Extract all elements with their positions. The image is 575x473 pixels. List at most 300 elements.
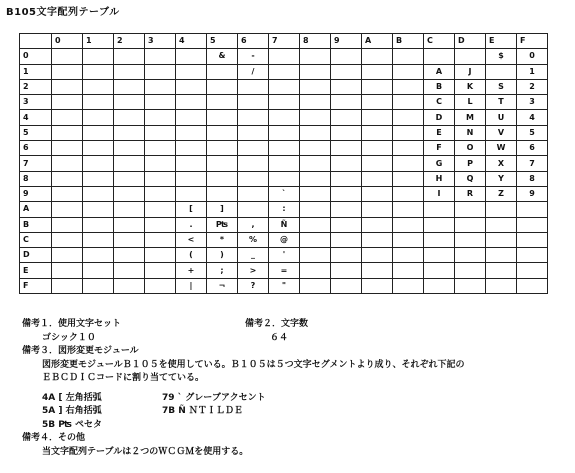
table-cell [300,64,331,79]
table-cell [362,248,393,263]
table-cell [300,95,331,110]
table-cell: V [486,125,517,140]
table-cell [238,125,269,140]
table-cell [176,79,207,94]
column-header: 4 [176,34,207,49]
table-cell [393,263,424,278]
table-cell [424,263,455,278]
table-row [20,95,548,110]
table-cell: 3 [517,95,548,110]
table-cell [83,64,114,79]
table-cell [145,248,176,263]
note-1-line [22,318,567,332]
table-cell [52,263,83,278]
table-cell [362,141,393,156]
table-cell: Z [486,186,517,201]
table-cell: ? [238,278,269,293]
table-cell: ' [269,248,300,263]
table-cell [238,79,269,94]
code-line-2 [22,405,567,419]
table-cell [269,49,300,64]
table-cell [83,49,114,64]
table-row [20,248,548,263]
table-cell: X [486,156,517,171]
table-cell [83,278,114,293]
table-cell [83,141,114,156]
code-right-2: 7B Ñ ＮＴＩＬＤＥ [162,406,243,416]
note-2-label: 備考２．文字数 [245,319,309,329]
row-header: 8 [20,171,52,186]
table-row [20,49,548,64]
code-left-1: 4A [ 左角括弧 [42,392,102,403]
table-cell: C [424,95,455,110]
table-cell [331,110,362,125]
table-cell [114,79,145,94]
column-header: 0 [52,34,83,49]
column-header: E [486,34,517,49]
table-cell [114,202,145,217]
table-cell: ] [207,202,238,217]
table-cell [238,202,269,217]
table-cell [145,186,176,201]
table-row [20,217,548,232]
table-cell [145,278,176,293]
table-cell: [ [176,202,207,217]
note-2-value: ６４ [270,332,289,343]
table-cell [145,141,176,156]
table-row [20,156,548,171]
table-cell: 5 [517,125,548,140]
table-cell [145,263,176,278]
table-cell [331,49,362,64]
table-cell: P [455,156,486,171]
table-cell [145,95,176,110]
table-cell [486,248,517,263]
table-cell [176,186,207,201]
table-cell [52,110,83,125]
table-cell: ; [207,263,238,278]
table-header-row [20,34,548,49]
table-cell: H [424,171,455,186]
code-line-1 [22,392,567,406]
table-cell [114,278,145,293]
table-cell [52,79,83,94]
table-row [20,171,548,186]
table-cell [83,202,114,217]
table-cell [362,110,393,125]
table-cell [52,217,83,232]
table-cell: 7 [517,156,548,171]
table-cell [362,171,393,186]
table-cell: ¬ [207,278,238,293]
table-cell [455,232,486,247]
table-cell [114,186,145,201]
table-cell [362,217,393,232]
table-cell [176,64,207,79]
table-cell [176,95,207,110]
table-cell [207,125,238,140]
table-cell: _ [238,248,269,263]
column-header: A [362,34,393,49]
table-cell [362,125,393,140]
row-header: D [20,248,52,263]
table-cell [393,217,424,232]
table-cell [486,278,517,293]
table-cell [517,248,548,263]
table-cell [362,79,393,94]
row-header: 1 [20,64,52,79]
table-cell: ₧ [207,217,238,232]
table-cell [114,110,145,125]
table-cell [176,141,207,156]
table-cell: S [486,79,517,94]
table-cell: K [455,79,486,94]
table-cell [52,49,83,64]
table-cell [269,79,300,94]
table-cell [424,202,455,217]
table-cell [300,217,331,232]
column-header: F [517,34,548,49]
table-cell [176,171,207,186]
table-cell [238,95,269,110]
table-cell [114,263,145,278]
table-cell [300,49,331,64]
table-row [20,110,548,125]
column-header: C [424,34,455,49]
table-cell [331,248,362,263]
table-cell [393,278,424,293]
code-left-2: 5A ] 右角括弧 [42,406,102,416]
table-cell [331,64,362,79]
note-4-label-line [22,432,567,446]
notes-section [22,318,567,459]
row-header: 9 [20,186,52,201]
table-cell: + [176,263,207,278]
table-cell [362,64,393,79]
table-cell [145,64,176,79]
table-cell [52,232,83,247]
table-cell: < [176,232,207,247]
table-cell [455,263,486,278]
table-cell [300,202,331,217]
table-cell [114,156,145,171]
column-header: 1 [83,34,114,49]
table-cell: = [269,263,300,278]
table-cell [269,110,300,125]
table-cell [331,278,362,293]
table-cell [455,278,486,293]
table-cell [393,79,424,94]
note-3-text-line-2 [22,372,567,386]
row-header: C [20,232,52,247]
table-cell [207,186,238,201]
table-cell [517,217,548,232]
table-cell [238,156,269,171]
table-cell [300,232,331,247]
table-cell [486,64,517,79]
table-cell [269,64,300,79]
table-cell [176,156,207,171]
table-cell [207,141,238,156]
column-header: 2 [114,34,145,49]
table-cell [455,217,486,232]
table-cell [52,95,83,110]
table-corner-cell [20,34,52,49]
table-cell: " [269,278,300,293]
table-cell [238,186,269,201]
table-row [20,202,548,217]
table-cell [176,110,207,125]
table-cell [393,110,424,125]
code-right-1: 79 ` グレーブアクセント [162,392,266,403]
table-cell: B [424,79,455,94]
table-cell [207,171,238,186]
table-cell: N [455,125,486,140]
table-cell [300,125,331,140]
table-cell [517,232,548,247]
table-cell [424,49,455,64]
table-cell [300,248,331,263]
table-cell [300,278,331,293]
table-cell [269,95,300,110]
table-cell [300,141,331,156]
table-cell [114,141,145,156]
table-cell: 8 [517,171,548,186]
table-cell [486,217,517,232]
table-cell [52,156,83,171]
table-cell [52,186,83,201]
column-header: 9 [331,34,362,49]
table-cell [145,49,176,64]
table-cell [52,278,83,293]
table-cell: $ [486,49,517,64]
table-cell [145,110,176,125]
table-cell [331,141,362,156]
table-row [20,278,548,293]
page-title: B105文字配列テーブル [6,7,120,18]
table-cell [300,186,331,201]
table-cell [114,232,145,247]
table-cell [238,171,269,186]
table-cell [517,278,548,293]
table-cell [145,217,176,232]
table-cell: . [176,217,207,232]
table-cell [114,95,145,110]
row-header: 0 [20,49,52,64]
table-cell [331,79,362,94]
table-cell [145,232,176,247]
table-cell [83,110,114,125]
table-cell [52,171,83,186]
column-header: B [393,34,424,49]
table-cell [52,64,83,79]
table-cell: G [424,156,455,171]
table-cell: W [486,141,517,156]
table-cell [114,248,145,263]
note-4-text: 当文字配列テーブルは２つのＷＣＧＭを使用する。 [42,446,249,457]
note-3-text-2: ＥＢＣＤＩＣコードに割り当てている。 [42,373,205,383]
note-3-label: 備考３．図形変更モジュール [22,346,139,356]
table-cell [393,64,424,79]
table-cell: 9 [517,186,548,201]
table-cell [207,156,238,171]
table-cell: J [455,64,486,79]
table-cell [145,125,176,140]
table-row [20,79,548,94]
note-values-line [22,332,567,346]
table-cell [393,202,424,217]
table-cell: 4 [517,110,548,125]
table-cell: @ [269,232,300,247]
column-header: D [455,34,486,49]
column-header: 3 [145,34,176,49]
table-cell [83,263,114,278]
table-cell: Ñ [269,217,300,232]
table-cell: | [176,278,207,293]
table-cell [331,171,362,186]
table-cell: 2 [517,79,548,94]
row-header: 5 [20,125,52,140]
table-cell: A [424,64,455,79]
table-cell [424,248,455,263]
table-body [20,49,548,294]
table-cell: : [269,202,300,217]
row-header: 2 [20,79,52,94]
table-cell [424,217,455,232]
table-cell [207,64,238,79]
table-cell [145,171,176,186]
row-header: A [20,202,52,217]
row-header: 6 [20,141,52,156]
table-row [20,64,548,79]
table-cell [269,156,300,171]
table-cell [83,156,114,171]
table-cell [424,278,455,293]
table-cell [331,156,362,171]
table-cell [393,171,424,186]
row-header: 3 [20,95,52,110]
table-cell [83,232,114,247]
row-header: B [20,217,52,232]
table-cell [393,141,424,156]
table-cell [393,248,424,263]
table-cell: 0 [517,49,548,64]
table-cell: / [238,64,269,79]
table-cell: R [455,186,486,201]
table-cell: L [455,95,486,110]
table-cell: 6 [517,141,548,156]
table-cell [114,49,145,64]
table-cell [114,217,145,232]
table-cell [393,125,424,140]
table-cell [83,79,114,94]
table-cell [455,202,486,217]
table-cell [362,49,393,64]
table-cell [83,171,114,186]
table-cell [269,171,300,186]
table-cell: E [424,125,455,140]
table-cell [145,202,176,217]
table-cell [331,202,362,217]
row-header: 4 [20,110,52,125]
table-cell [393,156,424,171]
note-1-value: ゴシック１０ [42,332,96,343]
table-cell: I [424,186,455,201]
table-cell [238,141,269,156]
table-cell [393,232,424,247]
table-cell [52,125,83,140]
table-row [20,263,548,278]
note-3-label-line [22,345,567,359]
table-cell [83,95,114,110]
column-header: 5 [207,34,238,49]
table-cell: Q [455,171,486,186]
code-line-3 [22,419,567,433]
table-cell [455,49,486,64]
table-cell [455,248,486,263]
table-cell [362,95,393,110]
table-cell: ` [269,186,300,201]
table-cell [362,278,393,293]
table-cell [83,125,114,140]
table-cell [145,79,176,94]
table-cell [331,95,362,110]
table-cell [517,263,548,278]
table-cell: ( [176,248,207,263]
table-row [20,125,548,140]
table-cell [362,186,393,201]
table-cell [486,263,517,278]
table-cell [300,156,331,171]
table-cell: M [455,110,486,125]
table-cell [114,125,145,140]
table-row [20,232,548,247]
table-cell: 1 [517,64,548,79]
table-cell: - [238,49,269,64]
note-4-text-line [22,446,567,460]
table-cell: O [455,141,486,156]
row-header: 7 [20,156,52,171]
table-cell [300,263,331,278]
column-header: 6 [238,34,269,49]
note-3-text-line-1 [22,359,567,373]
column-header: 8 [300,34,331,49]
character-table [19,33,548,294]
note-3-text-1: 図形変更モジュールＢ１０５を使用している。Ｂ１０５は５つ文字セグメントより成り、それぞれ下記の [42,359,465,370]
table-row [20,141,548,156]
table-cell [52,141,83,156]
table-cell: * [207,232,238,247]
table-cell: , [238,217,269,232]
table-cell: % [238,232,269,247]
table-cell [269,125,300,140]
table-cell: D [424,110,455,125]
table-cell [331,125,362,140]
table-cell: F [424,141,455,156]
table-row [20,186,548,201]
table-cell: U [486,110,517,125]
table-cell [393,95,424,110]
table-cell [331,263,362,278]
note-1-label: 備考１．使用文字セット [22,319,122,329]
table-cell [207,110,238,125]
table-cell: ) [207,248,238,263]
table-cell [52,202,83,217]
table-cell [362,232,393,247]
table-cell [486,202,517,217]
row-header: E [20,263,52,278]
table-cell [393,186,424,201]
